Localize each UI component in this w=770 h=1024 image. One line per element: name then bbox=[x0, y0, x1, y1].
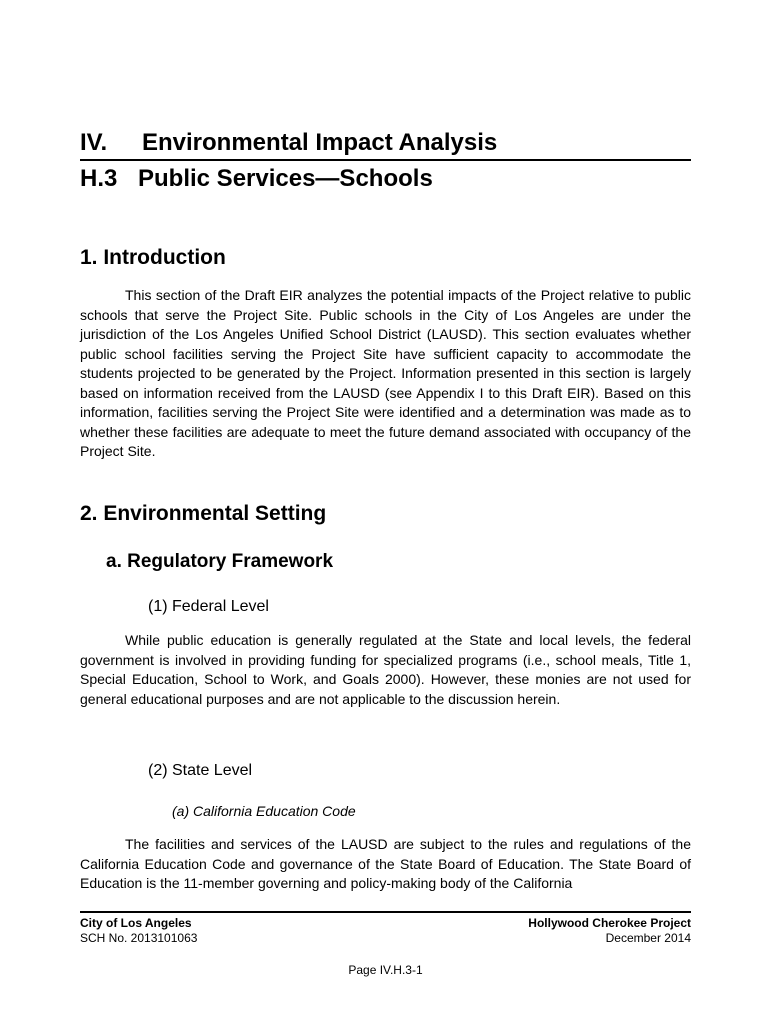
section-title-text: Public Services—Schools bbox=[138, 165, 433, 192]
document-page bbox=[80, 0, 691, 1024]
footer-date: December 2014 bbox=[605, 931, 691, 945]
introduction-paragraph: This section of the Draft EIR analyzes the potential impacts of the Project relative to public schools that serve the Project Site. Public schools in the City of Los Angeles are under the jurisdiction of the Los Angeles Unified School District (LAUSD). This section evaluates whether public school facilities serving the Project Site have sufficient capacity to accommodate the students projected to be generated by the Project. Information presented in this section is largely based on information received from the LAUSD (see Appendix I to this Draft EIR). Based on this information, facilities serving the Project Site were identified and a determination was made as to whether these facilities are adequate to meet the future demand associated with occupancy of the Project Site. bbox=[80, 287, 691, 459]
footer-project-name: Hollywood Cherokee Project bbox=[528, 916, 691, 930]
california-education-code-heading: (a) California Education Code bbox=[172, 803, 356, 819]
federal-level-heading: (1) Federal Level bbox=[148, 598, 269, 615]
footer-agency: City of Los Angeles bbox=[80, 916, 192, 930]
chapter-title-text: Environmental Impact Analysis bbox=[142, 129, 498, 156]
chapter-title bbox=[80, 128, 691, 161]
footer-rule bbox=[80, 911, 691, 913]
state-level-paragraph: The facilities and services of the LAUSD are subject to the rules and regulations of the California Education Code and governance of the State Board of Education. The State Board of Education is the 11-member governing and policy-making body of the California bbox=[80, 836, 691, 891]
footer-left bbox=[80, 916, 197, 946]
regulatory-framework-heading: a. Regulatory Framework bbox=[106, 551, 334, 572]
federal-level-paragraph: While public education is generally regulated at the State and local levels, the federal government is involved in providing funding for specialized programs (i.e., school meals, Title 1, Special Education, School to Work, and Goals 2000). However, these monies are not used for general educational purposes and are not applicable to the discussion herein. bbox=[80, 632, 691, 707]
footer-sch-number: SCH No. 2013101063 bbox=[80, 931, 198, 945]
section-title bbox=[80, 164, 433, 194]
state-level-heading: (2) State Level bbox=[148, 762, 253, 779]
section-number: H.3 bbox=[80, 165, 118, 192]
introduction-heading: 1. Introduction bbox=[80, 246, 226, 269]
environmental-setting-heading: 2. Environmental Setting bbox=[80, 502, 327, 525]
chapter-number: IV. bbox=[80, 129, 108, 156]
footer-right bbox=[528, 916, 691, 946]
page-number: Page IV.H.3-1 bbox=[348, 963, 423, 977]
